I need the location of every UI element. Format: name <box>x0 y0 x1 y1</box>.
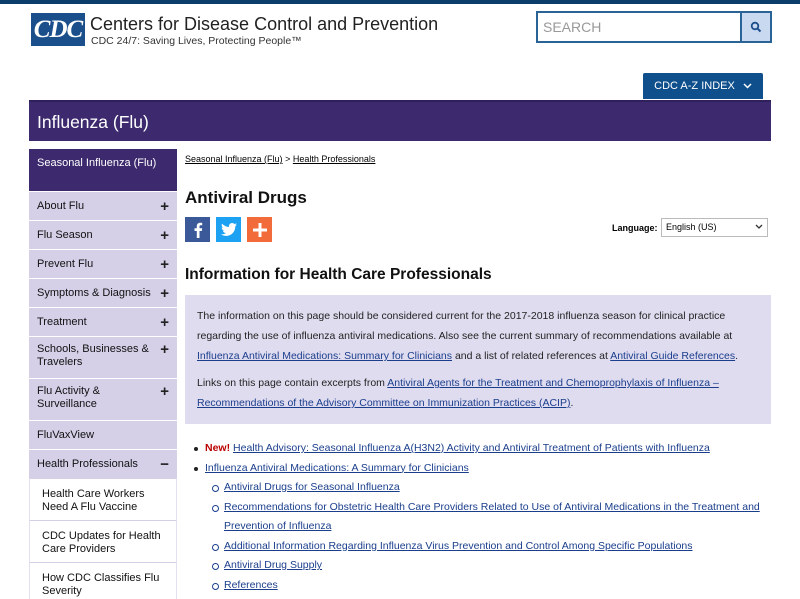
section-banner[interactable]: Influenza (Flu) <box>29 100 771 141</box>
expand-icon[interactable]: + <box>160 341 169 358</box>
twitter-share-button[interactable] <box>216 217 241 242</box>
sidebar-head[interactable]: Seasonal Influenza (Flu) <box>29 149 177 191</box>
breadcrumb-link-seasonal[interactable]: Seasonal Influenza (Flu) <box>185 154 283 164</box>
site-tagline: CDC 24/7: Saving Lives, Protecting People™ <box>91 35 302 47</box>
facebook-share-button[interactable] <box>185 217 210 242</box>
cdc-logo[interactable]: CDC <box>31 13 85 46</box>
health-advisory-link[interactable]: Health Advisory: Seasonal Influenza A(H3N2) Activity and Antiviral Treatment of Patients with Influenza <box>233 442 710 454</box>
twitter-icon <box>221 223 237 236</box>
antiviral-summary-link[interactable]: Influenza Antiviral Medications: A Summary for Clinicians <box>205 461 469 474</box>
list-subitem <box>185 576 771 596</box>
sidebar-item-label: Flu Activity & Surveillance <box>37 385 100 410</box>
antiviral-drug-supply-link[interactable]: Antiviral Drug Supply <box>224 559 323 571</box>
obstetric-recommendations-link[interactable]: Recommendations for Obstetric Health Care Providers Related to Use of Antiviral Medications in the Treatment and Prevention of Influenza <box>224 500 760 532</box>
antiviral-guide-references-link[interactable]: Antiviral Guide References <box>610 350 736 362</box>
search-button[interactable] <box>740 13 770 41</box>
sidebar-item-label: Health Professionals <box>37 458 138 470</box>
info-text: Links on this page contain excerpts from <box>197 377 388 389</box>
expand-icon[interactable]: + <box>160 226 169 244</box>
info-text: The information on this page should be considered current for the 2017-2018 influenza season for clinical practice regarding the use of influenza antiviral medications. Also see the current summary of recommendations available at <box>197 310 733 342</box>
sidebar-item-label: Flu Season <box>37 229 93 241</box>
expand-icon[interactable]: + <box>160 383 169 400</box>
plus-icon <box>253 223 267 237</box>
sidebar-item-label: Prevent Flu <box>37 258 94 270</box>
info-paragraph-1 <box>197 306 759 366</box>
breadcrumb-link-health-professionals[interactable]: Health Professionals <box>292 154 376 164</box>
breadcrumb-separator: > <box>285 154 291 164</box>
sidebar-item-label: About Flu <box>37 200 85 212</box>
addthis-share-button[interactable] <box>247 217 272 242</box>
language-value: English (US) <box>666 222 717 232</box>
top-accent-bar <box>0 0 800 4</box>
facebook-icon <box>193 222 203 238</box>
expand-icon[interactable]: + <box>160 313 169 331</box>
expand-icon[interactable]: + <box>160 197 169 215</box>
info-text: and a list of related references at <box>452 350 611 362</box>
list-subitem <box>185 537 771 557</box>
language-select[interactable] <box>661 218 768 237</box>
expand-icon[interactable]: + <box>160 255 169 273</box>
sidebar-subitem-hcw-vaccine[interactable]: Health Care Workers Need A Flu Vaccine <box>29 478 177 520</box>
info-paragraph-2 <box>197 373 759 413</box>
sidebar-item-symptoms[interactable] <box>29 278 177 307</box>
search-icon <box>750 21 762 33</box>
site-title[interactable]: Centers for Disease Control and Prevention <box>90 14 439 34</box>
social-share <box>185 217 272 242</box>
sidebar-item-label: Symptoms & Diagnosis <box>37 287 151 299</box>
sidebar-item-flu-season[interactable] <box>29 220 177 249</box>
breadcrumb <box>185 154 375 164</box>
link-list <box>185 439 771 595</box>
list-item <box>185 439 771 459</box>
list-subitem <box>185 498 771 537</box>
sidebar-item-label: FluVaxView <box>37 429 95 441</box>
info-text: . <box>570 397 574 409</box>
section-title: Information for Health Care Professionals <box>185 266 492 283</box>
list-item <box>185 459 771 479</box>
sidebar-item-schools[interactable] <box>29 336 177 378</box>
sidebar-subitem-flu-severity[interactable]: How CDC Classifies Flu Severity <box>29 562 177 599</box>
sidebar-item-health-professionals[interactable] <box>29 449 177 478</box>
acip-recommendations-link[interactable]: Antiviral Agents for the Treatment and Chemoprophylaxis of Influenza – Recommendations of the Advisory Committee on Immunization Practices (ACIP) <box>197 377 719 409</box>
sidebar-subitem-cdc-updates[interactable]: CDC Updates for Health Care Providers <box>29 520 177 562</box>
list-subitem <box>185 556 771 576</box>
page-title: Antiviral Drugs <box>185 188 307 207</box>
sidebar-item-fluvaxview[interactable] <box>29 420 177 449</box>
list-subitem <box>185 478 771 498</box>
sidebar-item-about-flu[interactable] <box>29 191 177 220</box>
new-badge: New! <box>205 442 231 454</box>
sidebar-item-label: Treatment <box>37 316 87 328</box>
additional-information-link[interactable]: Additional Information Regarding Influenza Virus Prevention and Control Among Specific Populations <box>224 539 693 552</box>
chevron-down-icon <box>743 83 752 89</box>
az-index-button[interactable] <box>643 73 763 99</box>
info-text: . <box>735 350 739 362</box>
chevron-down-icon <box>755 224 763 230</box>
expand-icon[interactable]: + <box>160 284 169 302</box>
summary-for-clinicians-link[interactable]: Influenza Antiviral Medications: Summary for Clinicians <box>197 350 453 362</box>
sidebar-item-treatment[interactable] <box>29 307 177 336</box>
search-box <box>536 11 772 43</box>
search-input[interactable] <box>538 13 742 41</box>
sidebar-item-label: Schools, Businesses & Travelers <box>37 343 149 368</box>
sidebar-item-prevent-flu[interactable] <box>29 249 177 278</box>
info-box <box>185 295 771 424</box>
az-index-label: CDC A-Z INDEX <box>654 80 735 92</box>
collapse-icon[interactable]: − <box>160 455 169 473</box>
sidebar-item-flu-activity[interactable] <box>29 378 177 420</box>
antiviral-drugs-seasonal-link[interactable]: Antiviral Drugs for Seasonal Influenza <box>224 481 400 493</box>
language-label: Language: <box>612 223 658 233</box>
sidebar-nav <box>29 149 177 599</box>
references-link[interactable]: References <box>224 578 278 591</box>
